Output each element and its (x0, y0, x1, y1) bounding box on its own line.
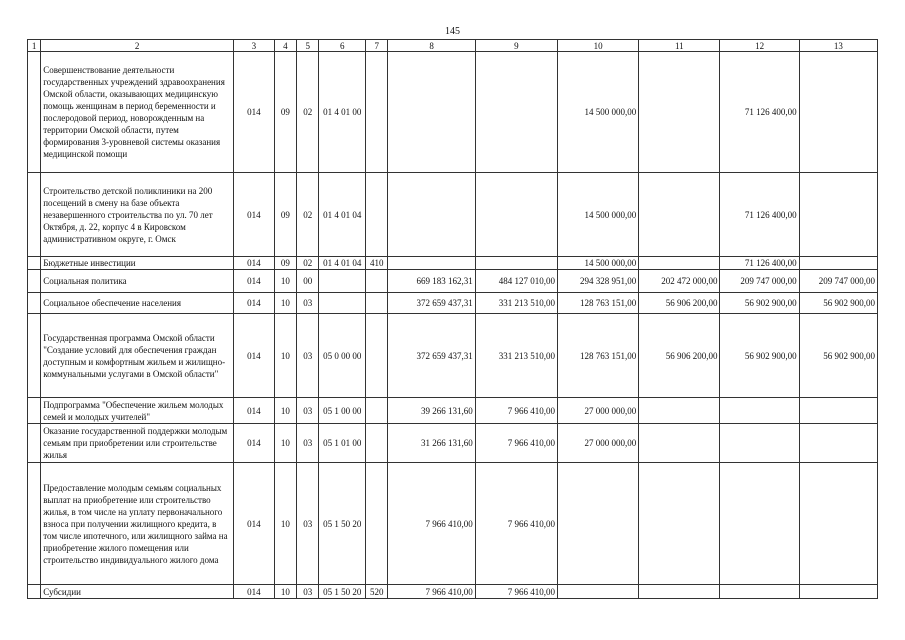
cell-c11 (639, 398, 720, 424)
cell-c5: 02 (297, 52, 319, 173)
cell-c12: 71 126 400,00 (720, 257, 799, 270)
cell-c6: 05 0 00 00 (319, 314, 366, 398)
cell-c12 (720, 424, 799, 463)
column-header: 9 (475, 40, 557, 52)
cell-c12 (720, 398, 799, 424)
row-name-cell: Совершенствование деятельности государственных учреждений здравоохранения Омской области, оказывающих медицинскую помощь женщинам в период беременности и послеродовой период, новорожденным на территории Омской области, путем формирования 3-уровневой системы оказания медицинской помощи (41, 52, 234, 173)
cell-c9: 331 213 510,00 (475, 314, 557, 398)
column-header: 12 (720, 40, 799, 52)
cell-c4: 10 (274, 398, 296, 424)
cell-c8: 669 183 162,31 (388, 270, 475, 293)
cell-c8: 7 966 410,00 (388, 463, 475, 585)
column-header: 3 (234, 40, 275, 52)
cell-c7 (366, 463, 388, 585)
cell-c13: 56 902 900,00 (799, 293, 877, 314)
cell-c10: 27 000 000,00 (558, 398, 639, 424)
cell-c3: 014 (234, 585, 275, 599)
cell-c10: 294 328 951,00 (558, 270, 639, 293)
row-name-cell: Оказание государственной поддержки молодым семьям при приобретении или строительстве жилья (41, 424, 234, 463)
cell-c5: 03 (297, 463, 319, 585)
cell-c6 (319, 293, 366, 314)
cell-c11 (639, 52, 720, 173)
row-index-cell (28, 424, 41, 463)
row-name-cell: Строительство детской поликлиники на 200 посещений в смену на базе объекта незавершенного строительства по ул. 70 лет Октября, д. 22, корпус 4 в Кировском административном округе, г. Омск (41, 173, 234, 257)
cell-c3: 014 (234, 314, 275, 398)
cell-c7 (366, 398, 388, 424)
column-header: 4 (274, 40, 296, 52)
cell-c9 (475, 52, 557, 173)
table-row (28, 314, 878, 398)
cell-c4: 09 (274, 173, 296, 257)
cell-c10: 128 763 151,00 (558, 314, 639, 398)
row-index-cell (28, 293, 41, 314)
cell-c8: 39 266 131,60 (388, 398, 475, 424)
table-row (28, 173, 878, 257)
table-row (28, 424, 878, 463)
column-header: 5 (297, 40, 319, 52)
table-row (28, 398, 878, 424)
row-index-cell (28, 314, 41, 398)
cell-c5: 03 (297, 424, 319, 463)
cell-c4: 10 (274, 270, 296, 293)
cell-c4: 10 (274, 293, 296, 314)
cell-c12 (720, 585, 799, 599)
cell-c4: 10 (274, 585, 296, 599)
cell-c13 (799, 424, 877, 463)
table-row (28, 463, 878, 585)
row-index-cell (28, 398, 41, 424)
row-index-cell (28, 585, 41, 599)
cell-c11 (639, 585, 720, 599)
cell-c9: 7 966 410,00 (475, 398, 557, 424)
cell-c3: 014 (234, 463, 275, 585)
table-row (28, 257, 878, 270)
cell-c13 (799, 52, 877, 173)
cell-c6: 01 4 01 04 (319, 173, 366, 257)
column-header: 10 (558, 40, 639, 52)
cell-c8 (388, 257, 475, 270)
cell-c7 (366, 52, 388, 173)
cell-c10: 128 763 151,00 (558, 293, 639, 314)
cell-c10: 14 500 000,00 (558, 52, 639, 173)
cell-c9: 7 966 410,00 (475, 585, 557, 599)
cell-c11 (639, 463, 720, 585)
cell-c6: 01 4 01 04 (319, 257, 366, 270)
column-header: 2 (41, 40, 234, 52)
cell-c7 (366, 314, 388, 398)
cell-c10: 14 500 000,00 (558, 173, 639, 257)
cell-c13 (799, 173, 877, 257)
cell-c7 (366, 424, 388, 463)
cell-c6: 05 1 50 20 (319, 585, 366, 599)
cell-c7 (366, 270, 388, 293)
cell-c4: 10 (274, 314, 296, 398)
cell-c13: 209 747 000,00 (799, 270, 877, 293)
cell-c5: 02 (297, 257, 319, 270)
cell-c11: 202 472 000,00 (639, 270, 720, 293)
cell-c13 (799, 585, 877, 599)
cell-c12: 56 902 900,00 (720, 293, 799, 314)
row-name-cell: Субсидии (41, 585, 234, 599)
cell-c9: 331 213 510,00 (475, 293, 557, 314)
row-name-cell: Бюджетные инвестиции (41, 257, 234, 270)
cell-c5: 03 (297, 293, 319, 314)
cell-c11 (639, 257, 720, 270)
table-row (28, 270, 878, 293)
cell-c11: 56 906 200,00 (639, 314, 720, 398)
cell-c13: 56 902 900,00 (799, 314, 877, 398)
cell-c9: 7 966 410,00 (475, 463, 557, 585)
page-number: 145 (445, 26, 460, 37)
table-row (28, 52, 878, 173)
row-name-cell: Социальная политика (41, 270, 234, 293)
cell-c13 (799, 463, 877, 585)
cell-c3: 014 (234, 398, 275, 424)
cell-c9: 7 966 410,00 (475, 424, 557, 463)
table-row (28, 293, 878, 314)
cell-c13 (799, 257, 877, 270)
column-header: 7 (366, 40, 388, 52)
cell-c4: 09 (274, 257, 296, 270)
cell-c5: 03 (297, 398, 319, 424)
cell-c8 (388, 52, 475, 173)
cell-c10 (558, 463, 639, 585)
cell-c3: 014 (234, 257, 275, 270)
cell-c7: 520 (366, 585, 388, 599)
cell-c6: 05 1 00 00 (319, 398, 366, 424)
cell-c9 (475, 173, 557, 257)
cell-c12: 71 126 400,00 (720, 52, 799, 173)
cell-c12 (720, 463, 799, 585)
cell-c8: 7 966 410,00 (388, 585, 475, 599)
cell-c11 (639, 173, 720, 257)
cell-c4: 09 (274, 52, 296, 173)
column-header: 11 (639, 40, 720, 52)
cell-c4: 10 (274, 463, 296, 585)
cell-c10 (558, 585, 639, 599)
cell-c3: 014 (234, 293, 275, 314)
cell-c9: 484 127 010,00 (475, 270, 557, 293)
cell-c3: 014 (234, 424, 275, 463)
cell-c3: 014 (234, 270, 275, 293)
cell-c6: 05 1 50 20 (319, 463, 366, 585)
cell-c10: 14 500 000,00 (558, 257, 639, 270)
cell-c3: 014 (234, 173, 275, 257)
column-header: 1 (28, 40, 41, 52)
row-index-cell (28, 173, 41, 257)
cell-c5: 03 (297, 585, 319, 599)
cell-c7: 410 (366, 257, 388, 270)
cell-c6: 05 1 01 00 (319, 424, 366, 463)
cell-c9 (475, 257, 557, 270)
cell-c5: 03 (297, 314, 319, 398)
cell-c8: 372 659 437,31 (388, 314, 475, 398)
cell-c12: 56 902 900,00 (720, 314, 799, 398)
table-row (28, 585, 878, 599)
row-index-cell (28, 463, 41, 585)
row-name-cell: Предоставление молодым семьям социальных выплат на приобретение или строительство жилья, в том числе на уплату первоначального взноса при получении жилищного кредита, в том числе ипотечного, или жилищного займа на приобретение жилого помещения или строительство индивидуального жилого дома (41, 463, 234, 585)
cell-c7 (366, 173, 388, 257)
column-header: 6 (319, 40, 366, 52)
cell-c7 (366, 293, 388, 314)
row-index-cell (28, 270, 41, 293)
column-header: 8 (388, 40, 475, 52)
cell-c11 (639, 424, 720, 463)
cell-c8: 31 266 131,60 (388, 424, 475, 463)
budget-table (27, 39, 878, 599)
cell-c3: 014 (234, 52, 275, 173)
cell-c12: 209 747 000,00 (720, 270, 799, 293)
cell-c5: 02 (297, 173, 319, 257)
row-name-cell: Подпрограмма "Обеспечение жильем молодых семей и молодых учителей" (41, 398, 234, 424)
cell-c8 (388, 173, 475, 257)
cell-c6 (319, 270, 366, 293)
row-name-cell: Государственная программа Омской области "Создание условий для обеспечения граждан доступным и комфортным жильем и жилищно-коммунальными услугами в Омской области" (41, 314, 234, 398)
row-name-cell: Социальное обеспечение населения (41, 293, 234, 314)
row-index-cell (28, 52, 41, 173)
cell-c5: 00 (297, 270, 319, 293)
cell-c4: 10 (274, 424, 296, 463)
cell-c6: 01 4 01 00 (319, 52, 366, 173)
column-header: 13 (799, 40, 877, 52)
cell-c11: 56 906 200,00 (639, 293, 720, 314)
cell-c8: 372 659 437,31 (388, 293, 475, 314)
header-row (28, 40, 878, 52)
cell-c12: 71 126 400,00 (720, 173, 799, 257)
cell-c10: 27 000 000,00 (558, 424, 639, 463)
row-index-cell (28, 257, 41, 270)
cell-c13 (799, 398, 877, 424)
